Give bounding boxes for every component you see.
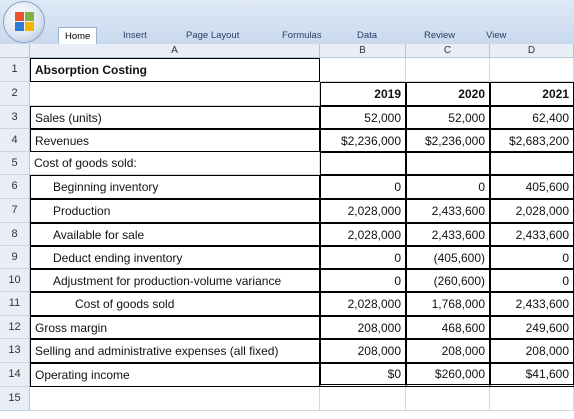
- value-cell[interactable]: 62,400: [490, 106, 574, 129]
- column-header-c[interactable]: C: [406, 44, 490, 58]
- value-cell[interactable]: 0: [490, 246, 574, 269]
- value-cell[interactable]: 2,433,600: [406, 223, 490, 246]
- row-label[interactable]: Sales (units): [30, 106, 320, 129]
- column-header-a[interactable]: A: [30, 44, 320, 58]
- value-cell[interactable]: 405,600: [490, 175, 574, 199]
- value-cell[interactable]: [406, 363, 490, 387]
- cell[interactable]: [320, 387, 406, 411]
- currency-symbol: $: [387, 367, 395, 381]
- cell[interactable]: [490, 58, 574, 82]
- row-label[interactable]: Cost of goods sold:: [30, 152, 320, 175]
- row-header[interactable]: 9: [0, 246, 30, 269]
- cell[interactable]: [406, 58, 490, 82]
- cell[interactable]: [406, 387, 490, 411]
- row-header[interactable]: 10: [0, 269, 30, 292]
- value-cell[interactable]: 52,000: [320, 106, 406, 129]
- row-label[interactable]: Operating income: [30, 363, 320, 387]
- row-header[interactable]: 13: [0, 339, 30, 363]
- value-cell[interactable]: 468,600: [406, 316, 490, 339]
- cell[interactable]: [320, 58, 406, 82]
- value-cell[interactable]: 52,000: [406, 106, 490, 129]
- value-cell[interactable]: 0: [320, 246, 406, 269]
- value-cell[interactable]: (260,600): [406, 269, 490, 292]
- value-cell[interactable]: [490, 152, 574, 175]
- row-header[interactable]: 6: [0, 175, 30, 199]
- column-header-b[interactable]: B: [320, 44, 406, 58]
- tab-data[interactable]: Data: [357, 30, 378, 41]
- value-cell[interactable]: 2,028,000: [320, 199, 406, 223]
- sheet-title[interactable]: Absorption Costing: [30, 58, 320, 82]
- value-cell[interactable]: 2,433,600: [490, 292, 574, 316]
- value-cell[interactable]: 2,028,000: [490, 199, 574, 223]
- tab-insert[interactable]: Insert: [123, 30, 147, 41]
- value-cell[interactable]: 0: [320, 175, 406, 199]
- column-header-d[interactable]: D: [490, 44, 574, 58]
- tab-page-layout[interactable]: Page Layout: [186, 30, 240, 41]
- value-cell[interactable]: 0: [406, 175, 490, 199]
- row-label[interactable]: Adjustment for production-volume variance: [30, 269, 320, 292]
- value-cell[interactable]: 249,600: [490, 316, 574, 339]
- row-label[interactable]: Beginning inventory: [30, 175, 320, 199]
- row-label[interactable]: Gross margin: [30, 316, 320, 339]
- value-cell[interactable]: 2,433,600: [406, 199, 490, 223]
- currency-symbol: $: [525, 367, 533, 381]
- year-header[interactable]: 2020: [406, 82, 490, 106]
- office-button[interactable]: [3, 1, 45, 43]
- value-cell[interactable]: 208,000: [320, 339, 406, 363]
- row-label[interactable]: Selling and administrative expenses (all fixed): [30, 339, 320, 363]
- value-cell[interactable]: 0: [320, 269, 406, 292]
- row-header[interactable]: 2: [0, 82, 30, 106]
- row-header[interactable]: 11: [0, 292, 30, 316]
- ribbon: [0, 0, 574, 45]
- row-header[interactable]: 7: [0, 199, 30, 223]
- row-header[interactable]: 1: [0, 58, 30, 82]
- value-cell[interactable]: 1,768,000: [406, 292, 490, 316]
- row-label[interactable]: Production: [30, 199, 320, 223]
- row-label[interactable]: Available for sale: [30, 223, 320, 246]
- value-cell[interactable]: [320, 363, 406, 387]
- cell[interactable]: [30, 82, 320, 106]
- value-cell[interactable]: $2,236,000: [320, 129, 406, 152]
- row-header[interactable]: 12: [0, 316, 30, 339]
- value-cell[interactable]: [406, 152, 490, 175]
- row-header[interactable]: 4: [0, 129, 30, 152]
- year-header[interactable]: 2021: [490, 82, 574, 106]
- value-cell[interactable]: [320, 152, 406, 175]
- tab-formulas[interactable]: Formulas: [282, 30, 322, 41]
- row-label[interactable]: Revenues: [30, 129, 320, 152]
- tab-view[interactable]: View: [486, 30, 507, 41]
- row-label[interactable]: Cost of goods sold: [30, 292, 320, 316]
- value-cell[interactable]: (405,600): [406, 246, 490, 269]
- tab-review[interactable]: Review: [424, 30, 456, 41]
- row-header[interactable]: 15: [0, 387, 30, 411]
- row-header[interactable]: 3: [0, 106, 30, 129]
- row-header[interactable]: 8: [0, 223, 30, 246]
- office-logo-icon: [15, 12, 35, 32]
- value-cell[interactable]: $2,683,200: [490, 129, 574, 152]
- value-cell[interactable]: 2,028,000: [320, 292, 406, 316]
- year-header[interactable]: 2019: [320, 82, 406, 106]
- select-all-corner[interactable]: [0, 44, 30, 58]
- value-cell[interactable]: 208,000: [406, 339, 490, 363]
- value-cell[interactable]: 0: [490, 269, 574, 292]
- value-text: 41,600: [532, 367, 569, 381]
- row-label[interactable]: Deduct ending inventory: [30, 246, 320, 269]
- value-cell[interactable]: $2,236,000: [406, 129, 490, 152]
- value-text: 260,000: [441, 367, 485, 381]
- currency-symbol: $: [434, 367, 442, 381]
- value-text: 0: [394, 367, 401, 381]
- value-cell[interactable]: 2,433,600: [490, 223, 574, 246]
- value-cell[interactable]: 208,000: [490, 339, 574, 363]
- row-header[interactable]: 5: [0, 152, 30, 175]
- cell[interactable]: [490, 387, 574, 411]
- cell[interactable]: [30, 387, 320, 411]
- value-cell[interactable]: [490, 363, 574, 387]
- tab-home[interactable]: Home: [58, 27, 97, 45]
- value-cell[interactable]: 2,028,000: [320, 223, 406, 246]
- row-header[interactable]: 14: [0, 363, 30, 387]
- value-cell[interactable]: 208,000: [320, 316, 406, 339]
